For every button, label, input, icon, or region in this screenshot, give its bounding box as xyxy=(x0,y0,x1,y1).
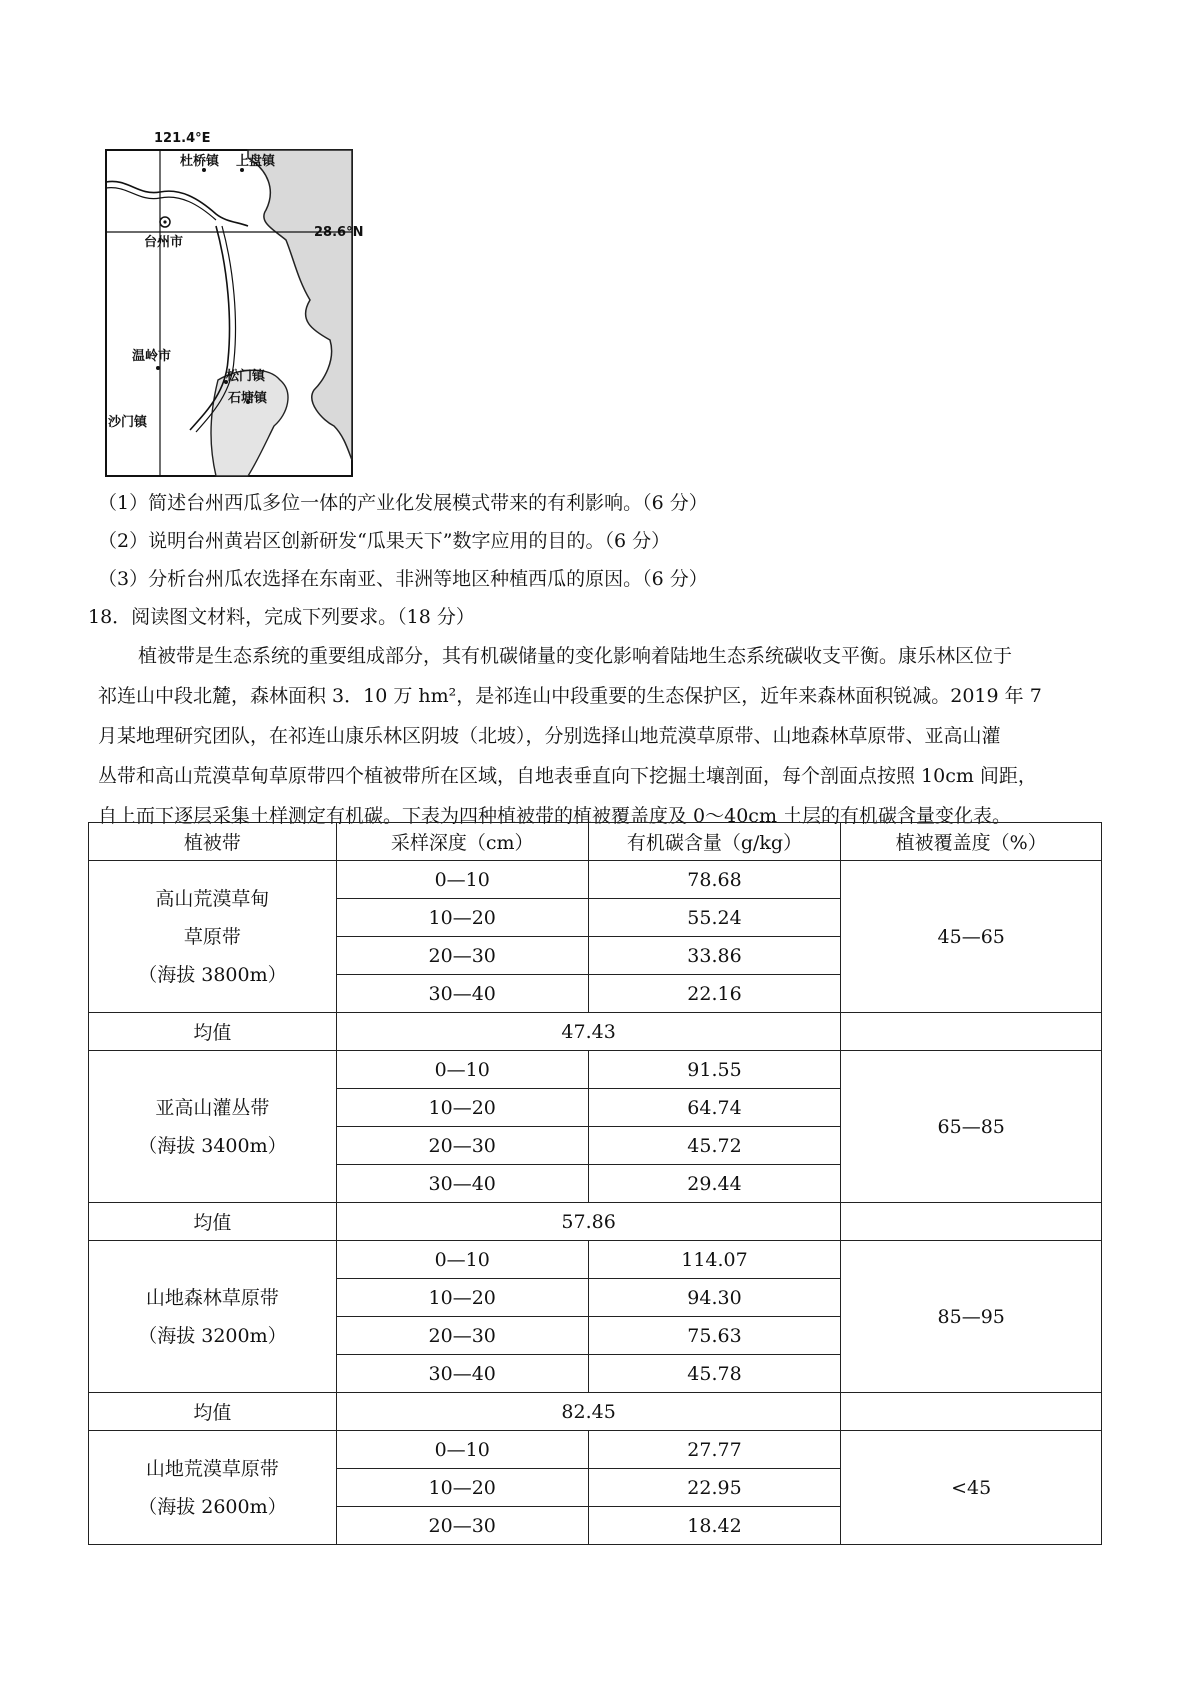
taizhou-map xyxy=(98,130,398,480)
table-row xyxy=(89,1241,1102,1279)
question-1: （1）简述台州西瓜多位一体的产业化发展模式带来的有利影响。（6 分） xyxy=(98,492,708,514)
lon-label: 121.4°E xyxy=(154,131,211,146)
q18-paragraph xyxy=(98,636,1118,836)
carbon-cell: 29.44 xyxy=(588,1165,841,1203)
para-line: 自上而下逐层采集土样测定有机碳。下表为四种植被带的植被覆盖度及 0～40cm 土层的有机碳含量变化表。 xyxy=(98,805,1012,827)
depth-cell: 10—20 xyxy=(336,1279,588,1317)
carbon-cell: 45.72 xyxy=(588,1127,841,1165)
depth-cell: 0—10 xyxy=(336,1241,588,1279)
band-name-line: 山地荒漠草原带 xyxy=(145,1457,279,1480)
table-header-row xyxy=(89,823,1102,861)
band-name-line: 草原带 xyxy=(183,925,241,948)
mean-label: 均值 xyxy=(89,1013,337,1051)
town-dot xyxy=(156,366,160,370)
band-name-line: （海拔 3200m） xyxy=(138,1324,287,1347)
band-name-line: （海拔 2600m） xyxy=(138,1495,287,1518)
empty-cell xyxy=(841,1203,1102,1241)
para-line: 植被带是生态系统的重要组成部分，其有机碳储量的变化影响着陆地生态系统碳收支平衡。康乐林区位于 xyxy=(138,645,1013,667)
lat-label: 28.6°N xyxy=(314,225,364,240)
carbon-cell: 27.77 xyxy=(588,1431,841,1469)
band-name-cell xyxy=(89,861,337,1013)
question-3: （3）分析台州瓜农选择在东南亚、非洲等地区种植西瓜的原因。（6 分） xyxy=(98,568,708,590)
depth-cell: 10—20 xyxy=(336,899,588,937)
place-label: 石塘镇 xyxy=(228,391,268,406)
depth-cell: 20—30 xyxy=(336,1507,588,1545)
band-name-line: 亚高山灌丛带 xyxy=(155,1096,270,1119)
depth-cell: 10—20 xyxy=(336,1469,588,1507)
river xyxy=(106,181,248,226)
place-label: 温岭市 xyxy=(132,349,172,364)
mean-row xyxy=(89,1393,1102,1431)
mean-value: 82.45 xyxy=(336,1393,841,1431)
carbon-cell: 114.07 xyxy=(588,1241,841,1279)
carbon-table xyxy=(88,822,1102,1545)
mean-value: 47.43 xyxy=(336,1013,841,1051)
map-svg xyxy=(98,130,398,480)
place-label: 松门镇 xyxy=(226,369,266,384)
carbon-cell: 18.42 xyxy=(588,1507,841,1545)
band-name-cell xyxy=(89,1051,337,1203)
depth-cell: 0—10 xyxy=(336,1051,588,1089)
coverage-cell: 85—95 xyxy=(841,1241,1102,1393)
header-depth: 采样深度（cm） xyxy=(336,823,588,861)
depth-cell: 0—10 xyxy=(336,1431,588,1469)
coverage-cell: 45—65 xyxy=(841,861,1102,1013)
band-name-line: （海拔 3800m） xyxy=(138,963,287,986)
carbon-cell: 55.24 xyxy=(588,899,841,937)
header-band: 植被带 xyxy=(89,823,337,861)
band-name-line: 高山荒漠草甸 xyxy=(155,887,270,910)
carbon-cell: 75.63 xyxy=(588,1317,841,1355)
question-block xyxy=(88,484,1118,836)
place-label: 上盘镇 xyxy=(236,154,276,169)
place-label: 杜桥镇 xyxy=(180,154,220,169)
depth-cell: 30—40 xyxy=(336,975,588,1013)
empty-cell xyxy=(841,1393,1102,1431)
band-name-line: （海拔 3400m） xyxy=(138,1134,287,1157)
carbon-cell: 22.16 xyxy=(588,975,841,1013)
table-row xyxy=(89,1051,1102,1089)
depth-cell: 20—30 xyxy=(336,1127,588,1165)
carbon-cell: 45.78 xyxy=(588,1355,841,1393)
depth-cell: 10—20 xyxy=(336,1089,588,1127)
depth-cell: 0—10 xyxy=(336,861,588,899)
para-line: 祁连山中段北麓，森林面积 3．10 万 hm²，是祁连山中段重要的生态保护区，近年来森林面积锐减。2019 年 7 xyxy=(98,685,1042,707)
mean-value: 57.86 xyxy=(336,1203,841,1241)
carbon-cell: 22.95 xyxy=(588,1469,841,1507)
band-name-cell xyxy=(89,1241,337,1393)
depth-cell: 20—30 xyxy=(336,937,588,975)
carbon-cell: 94.30 xyxy=(588,1279,841,1317)
header-carbon: 有机碳含量（g/kg） xyxy=(588,823,841,861)
para-line: 月某地理研究团队，在祁连山康乐林区阴坡（北坡），分别选择山地荒漠草原带、山地森林草原带、亚高山灌 xyxy=(98,725,1001,747)
table-row xyxy=(89,861,1102,899)
depth-cell: 30—40 xyxy=(336,1355,588,1393)
coverage-cell: <45 xyxy=(841,1431,1102,1545)
table-row xyxy=(89,1431,1102,1469)
depth-cell: 30—40 xyxy=(336,1165,588,1203)
place-label: 沙门镇 xyxy=(108,415,148,430)
carbon-cell: 33.86 xyxy=(588,937,841,975)
para-line: 丛带和高山荒漠草甸草原带四个植被带所在区域，自地表垂直向下挖掘土壤剖面，每个剖面点按照 10cm 间距， xyxy=(98,765,1037,787)
carbon-cell: 91.55 xyxy=(588,1051,841,1089)
place-label: 台州市 xyxy=(144,235,184,250)
coverage-cell: 65—85 xyxy=(841,1051,1102,1203)
empty-cell xyxy=(841,1013,1102,1051)
header-coverage: 植被覆盖度（%） xyxy=(841,823,1102,861)
q18-title: 18．阅读图文材料，完成下列要求。（18 分） xyxy=(88,606,475,628)
mean-row xyxy=(89,1203,1102,1241)
mean-label: 均值 xyxy=(89,1203,337,1241)
band-name-line: 山地森林草原带 xyxy=(145,1286,279,1309)
carbon-cell: 78.68 xyxy=(588,861,841,899)
mean-label: 均值 xyxy=(89,1393,337,1431)
depth-cell: 20—30 xyxy=(336,1317,588,1355)
carbon-cell: 64.74 xyxy=(588,1089,841,1127)
mean-row xyxy=(89,1013,1102,1051)
question-2: （2）说明台州黄岩区创新研发“瓜果天下”数字应用的目的。（6 分） xyxy=(98,530,671,552)
band-name-cell xyxy=(89,1431,337,1545)
